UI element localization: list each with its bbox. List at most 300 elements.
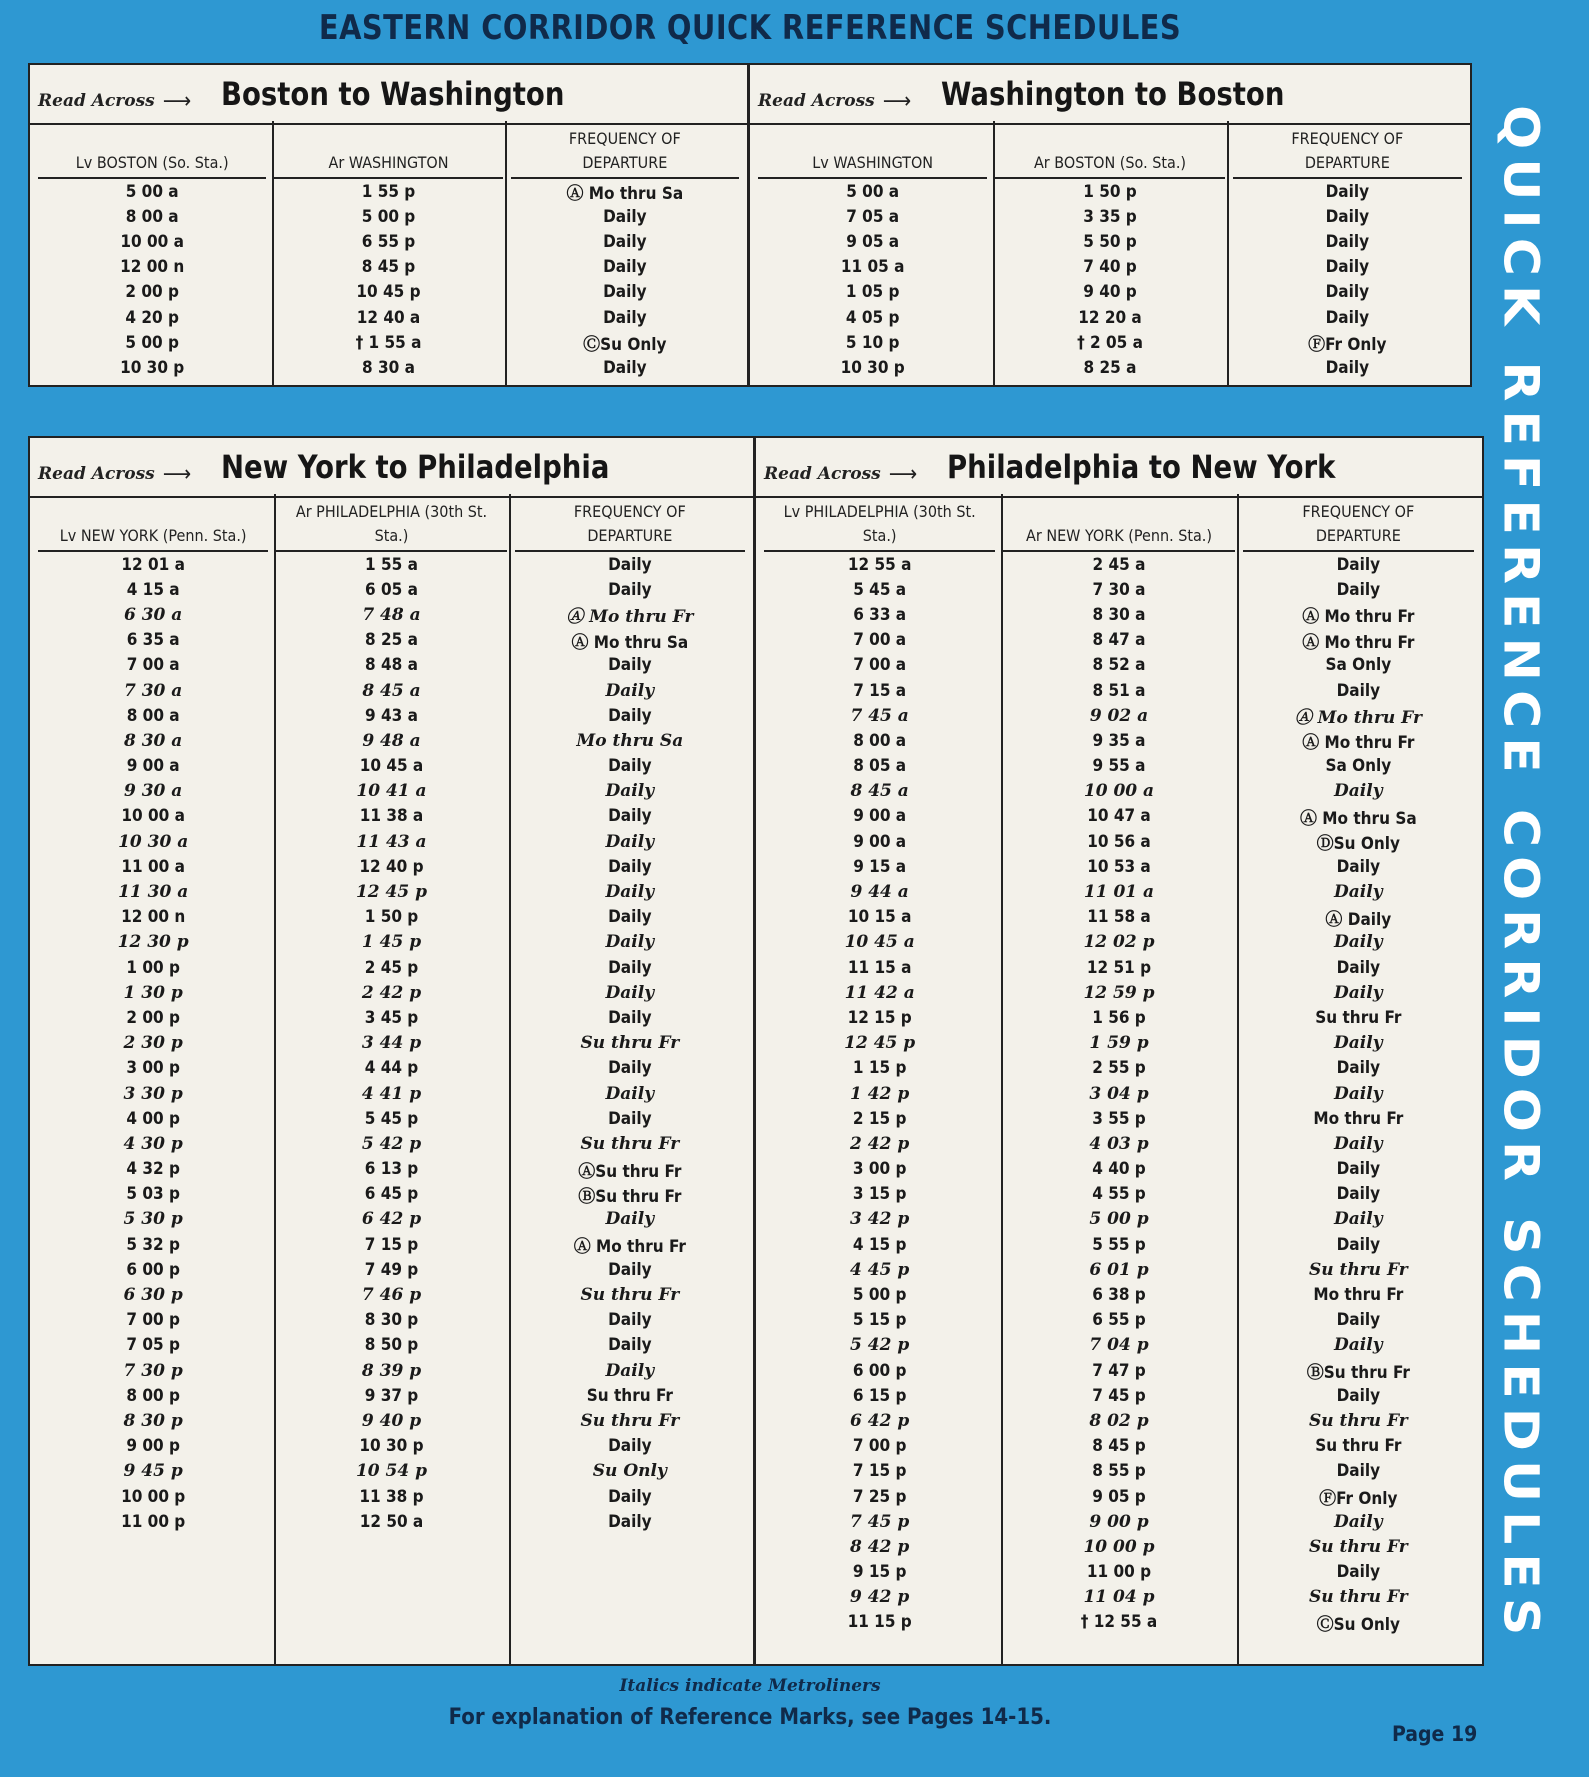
- arrival-time: 1 50 p: [364, 907, 419, 928]
- table-row: [754, 179, 1466, 204]
- arrival-time: 5 00 p: [361, 206, 416, 227]
- frequency: Daily: [605, 831, 655, 852]
- departure-time: 12 01 a: [121, 554, 185, 575]
- departure-time: 11 00 p: [121, 1511, 186, 1532]
- table-row: [34, 703, 749, 728]
- frequency: Daily: [1325, 307, 1370, 328]
- table-row: [34, 628, 749, 653]
- table-row: [760, 602, 1478, 627]
- table-row: [34, 804, 749, 829]
- departure-time: 10 45 a: [844, 932, 915, 953]
- frequency: Ⓐ Daily: [1325, 909, 1392, 930]
- departure-time: 9 44 a: [850, 882, 909, 903]
- frequency: Daily: [608, 806, 652, 827]
- departure-time: 4 05 p: [845, 307, 900, 328]
- departure-time: 7 00 a: [853, 630, 907, 651]
- arrival-time: 1 55 p: [361, 181, 416, 202]
- table-row: [760, 552, 1478, 577]
- frequency: Mo thru Sa: [576, 730, 684, 751]
- frequency: Daily: [1334, 1133, 1383, 1154]
- departure-time: 12 00 n: [121, 907, 186, 928]
- frequency: Su thru Fr: [1308, 1536, 1408, 1557]
- departure-time: 4 32 p: [126, 1159, 180, 1180]
- frequency: Daily: [608, 1259, 652, 1280]
- frequency: Daily: [603, 231, 647, 252]
- departure-time: 7 25 p: [852, 1486, 907, 1507]
- departure-time: 12 15 p: [847, 1007, 912, 1028]
- panel-boston-washington: [28, 63, 1472, 387]
- frequency: Daily: [1334, 1209, 1383, 1230]
- arrival-time: 7 49 p: [364, 1259, 419, 1280]
- column-header: Lv PHILADELPHIA (30th St. Sta.): [764, 498, 995, 552]
- departure-time: 6 33 a: [853, 604, 907, 625]
- schedule-boston-to-washington: [30, 65, 750, 385]
- arrival-time: 4 41 p: [361, 1083, 422, 1104]
- departure-time: 7 30 p: [123, 1360, 183, 1381]
- frequency: Daily: [608, 1511, 652, 1532]
- arrival-time: 12 50 a: [359, 1511, 424, 1532]
- departure-time: 6 30 a: [123, 604, 183, 625]
- table-row: [34, 255, 743, 280]
- frequency: Daily: [603, 307, 647, 328]
- departure-time: 11 42 a: [844, 982, 915, 1003]
- frequency: Daily: [1334, 882, 1383, 903]
- route-title: Boston to Washington: [221, 75, 565, 113]
- frequency: Su thru Fr: [1308, 1259, 1408, 1280]
- departure-time: 12 45 p: [844, 1033, 916, 1054]
- table-row: [34, 653, 749, 678]
- column-header: FREQUENCY OF DEPARTURE: [511, 125, 739, 179]
- frequency: Daily: [1334, 1033, 1383, 1054]
- table-row: [760, 1106, 1478, 1131]
- italics-note: Italics indicate Metroliners: [619, 1676, 881, 1696]
- departure-time: 5 32 p: [126, 1234, 180, 1255]
- table-row: [754, 355, 1466, 380]
- arrival-time: 9 05 p: [1092, 1486, 1146, 1507]
- frequency: Su thru Fr: [1308, 1587, 1408, 1608]
- arrival-time: 6 42 p: [361, 1209, 422, 1230]
- arrival-time: 11 43 a: [356, 831, 427, 852]
- table-row: [34, 1131, 749, 1156]
- schedule-washington-to-boston: [750, 65, 1470, 385]
- departure-time: 8 00 p: [126, 1385, 180, 1406]
- table-row: [34, 678, 749, 703]
- table-row: [760, 1408, 1478, 1433]
- frequency: Daily: [605, 1360, 655, 1381]
- frequency: ⒻFr Only: [1308, 335, 1387, 356]
- table-row: [754, 280, 1466, 305]
- frequency: Ⓐ Mo thru Fr: [1302, 607, 1415, 628]
- frequency: Daily: [605, 882, 655, 903]
- frequency: Daily: [603, 206, 647, 227]
- departure-time: 6 15 p: [852, 1385, 907, 1406]
- arrival-time: 8 52 a: [1092, 655, 1146, 676]
- arrival-time: 10 41 a: [356, 781, 427, 802]
- table-row: [760, 804, 1478, 829]
- table-row: [34, 829, 749, 854]
- frequency: Sa Only: [1325, 655, 1392, 676]
- table-row: [34, 754, 749, 779]
- departure-time: 9 45 p: [123, 1461, 183, 1482]
- frequency: Daily: [1334, 1083, 1383, 1104]
- table-row: [760, 955, 1478, 980]
- frequency: Daily: [1336, 856, 1381, 877]
- arrival-time: 7 30 a: [1092, 579, 1146, 600]
- frequency: Daily: [608, 1007, 652, 1028]
- arrival-time: 8 48 a: [365, 655, 418, 676]
- frequency: Daily: [608, 856, 652, 877]
- table-row: [760, 854, 1478, 879]
- frequency: Sa Only: [1325, 756, 1392, 777]
- frequency: Daily: [1336, 554, 1381, 575]
- departure-time: 5 45 a: [853, 579, 907, 600]
- table-row: [760, 703, 1478, 728]
- departure-time: 7 45 p: [850, 1511, 910, 1532]
- table-row: [760, 930, 1478, 955]
- departure-time: 10 30 a: [118, 831, 189, 852]
- table-row: [34, 955, 749, 980]
- departure-time: 8 42 p: [850, 1536, 910, 1557]
- departure-time: 7 30 a: [123, 680, 183, 701]
- column-header: Lv NEW YORK (Penn. Sta.): [38, 498, 268, 552]
- panel-newyork-philadelphia: [28, 436, 1484, 1666]
- arrival-time: 10 54 p: [355, 1461, 428, 1482]
- table-row: [760, 1383, 1478, 1408]
- arrival-time: 6 55 p: [361, 231, 416, 252]
- arrival-time: 3 55 p: [1092, 1108, 1146, 1129]
- departure-time: 9 15 p: [852, 1562, 907, 1583]
- frequency: Daily: [608, 1486, 652, 1507]
- table-row: [760, 577, 1478, 602]
- departure-time: 6 00 p: [852, 1360, 907, 1381]
- departure-time: 8 00 a: [853, 730, 907, 751]
- frequency: Daily: [1336, 1461, 1381, 1482]
- arrival-time: 6 01 p: [1089, 1259, 1149, 1280]
- arrival-time: 8 02 p: [1089, 1410, 1149, 1431]
- arrival-time: 8 47 a: [1092, 630, 1146, 651]
- table-row: [34, 179, 743, 204]
- table-row: [760, 1585, 1478, 1610]
- arrival-time: 7 48 a: [362, 604, 421, 625]
- arrival-time: 9 40 p: [361, 1410, 422, 1431]
- departure-time: 9 05 a: [846, 231, 900, 252]
- frequency: Su thru Fr: [580, 1285, 680, 1306]
- departure-time: 12 00 n: [120, 257, 185, 278]
- departure-time: 8 05 a: [853, 756, 907, 777]
- frequency: Ⓐ Mo thru Fr: [573, 1237, 686, 1258]
- departure-time: 6 00 p: [126, 1259, 180, 1280]
- frequency: Daily: [608, 1310, 652, 1331]
- route-header: [30, 65, 747, 125]
- frequency: Daily: [605, 982, 655, 1003]
- table-row: [760, 1031, 1478, 1056]
- frequency: Daily: [608, 756, 652, 777]
- arrival-time: † 1 55 a: [355, 332, 422, 353]
- arrival-time: 2 42 p: [361, 982, 422, 1003]
- column-header: Lv WASHINGTON: [758, 125, 987, 179]
- frequency: Daily: [608, 907, 652, 928]
- frequency: Daily: [1325, 206, 1370, 227]
- frequency: Daily: [608, 1058, 652, 1079]
- table-row: [34, 1459, 749, 1484]
- departure-time: 11 00 a: [121, 856, 185, 877]
- arrival-time: 5 55 p: [1092, 1234, 1146, 1255]
- arrival-time: 8 45 a: [362, 680, 421, 701]
- arrival-time: 6 05 a: [365, 579, 418, 600]
- table-row: [760, 1131, 1478, 1156]
- table-row: [760, 1005, 1478, 1030]
- table-row: [760, 1157, 1478, 1182]
- frequency: Daily: [608, 705, 652, 726]
- frequency: Daily: [1325, 357, 1370, 378]
- departure-time: 5 03 p: [126, 1184, 180, 1205]
- departure-time: 6 42 p: [850, 1410, 910, 1431]
- departure-time: 7 15 a: [853, 680, 907, 701]
- column-header: Ar NEW YORK (Penn. Sta.): [1003, 498, 1234, 552]
- departure-time: 12 30 p: [117, 932, 189, 953]
- table-row: [34, 1106, 749, 1131]
- departure-time: 7 00 p: [852, 1436, 907, 1457]
- table-row: [34, 204, 743, 229]
- side-title: QUICK REFERENCE CORRIDOR SCHEDULES: [1492, 105, 1548, 1645]
- departure-time: 3 30 p: [123, 1083, 183, 1104]
- frequency: ⒷSu thru Fr: [578, 1186, 682, 1207]
- departure-time: 3 00 p: [126, 1058, 180, 1079]
- column-divider: [505, 121, 507, 385]
- frequency: Daily: [608, 554, 652, 575]
- arrival-time: † 12 55 a: [1080, 1612, 1158, 1633]
- table-row: [760, 1207, 1478, 1232]
- departure-time: 5 42 p: [850, 1335, 910, 1356]
- arrow-right-icon: ⟶: [882, 88, 912, 114]
- arrival-time: 7 45 p: [1092, 1385, 1146, 1406]
- page-title: EASTERN CORRIDOR QUICK REFERENCE SCHEDULES: [318, 8, 1182, 48]
- arrival-time: 12 51 p: [1086, 957, 1152, 978]
- departure-time: 8 00 a: [126, 705, 180, 726]
- schedule-rows: [754, 179, 1466, 385]
- frequency: Daily: [1325, 257, 1370, 278]
- table-row: [34, 355, 743, 380]
- frequency: Su thru Fr: [1308, 1410, 1408, 1431]
- arrival-time: 4 44 p: [364, 1058, 419, 1079]
- departure-time: 9 00 a: [853, 831, 907, 852]
- arrival-time: 4 40 p: [1092, 1159, 1146, 1180]
- arrival-time: 8 39 p: [361, 1360, 422, 1381]
- departure-time: 6 35 a: [126, 630, 180, 651]
- table-row: [34, 930, 749, 955]
- reference-note: For explanation of Reference Marks, see Pages 14-15.: [448, 1705, 1052, 1730]
- table-row: [34, 1056, 749, 1081]
- table-row: [34, 1157, 749, 1182]
- column-header: Ar PHILADELPHIA (30th St. Sta.): [276, 498, 506, 552]
- table-row: [34, 229, 743, 254]
- table-row: [760, 1534, 1478, 1559]
- departure-time: 7 05 p: [126, 1335, 180, 1356]
- table-row: [760, 1282, 1478, 1307]
- arrival-time: 8 30 p: [364, 1310, 419, 1331]
- column-divider: [1237, 494, 1239, 1664]
- arrival-time: 12 40 a: [356, 307, 421, 328]
- arrival-time: 5 45 p: [364, 1108, 419, 1129]
- table-row: [34, 854, 749, 879]
- arrow-right-icon: ⟶: [162, 461, 192, 487]
- table-row: [34, 1182, 749, 1207]
- arrival-time: 9 37 p: [364, 1385, 419, 1406]
- arrival-time: 3 44 p: [361, 1033, 422, 1054]
- arrival-time: 11 00 p: [1086, 1562, 1152, 1583]
- departure-time: 9 30 a: [123, 781, 183, 802]
- arrival-time: 3 35 p: [1083, 206, 1137, 227]
- arrival-time: 11 04 p: [1083, 1587, 1155, 1608]
- arrival-time: 10 56 a: [1087, 831, 1151, 852]
- frequency: Daily: [1325, 181, 1370, 202]
- arrival-time: 6 55 p: [1092, 1310, 1146, 1331]
- column-headers: [760, 498, 1478, 552]
- departure-time: 11 15 a: [847, 957, 912, 978]
- column-divider: [1227, 121, 1229, 385]
- table-row: [34, 1282, 749, 1307]
- arrival-time: 4 03 p: [1089, 1133, 1149, 1154]
- arrival-time: 10 45 p: [356, 282, 421, 303]
- table-row: [34, 1434, 749, 1459]
- read-across-label: Read Across: [764, 464, 881, 484]
- column-divider: [993, 121, 995, 385]
- departure-time: 5 00 a: [125, 181, 179, 202]
- frequency: Daily: [1334, 1511, 1383, 1532]
- arrival-time: † 2 05 a: [1077, 332, 1143, 353]
- departure-time: 4 00 p: [126, 1108, 180, 1129]
- departure-time: 9 00 p: [126, 1436, 180, 1457]
- arrival-time: 3 04 p: [1089, 1083, 1149, 1104]
- table-row: [34, 1408, 749, 1433]
- table-row: [34, 1207, 749, 1232]
- table-row: [760, 1081, 1478, 1106]
- table-row: [34, 1031, 749, 1056]
- departure-time: 9 00 a: [853, 806, 907, 827]
- table-row: [760, 1434, 1478, 1459]
- table-row: [34, 1509, 749, 1534]
- departure-time: 1 30 p: [123, 982, 183, 1003]
- frequency: Daily: [603, 357, 647, 378]
- departure-time: 5 00 p: [125, 332, 179, 353]
- arrival-time: 10 45 a: [359, 756, 424, 777]
- frequency: Daily: [605, 1083, 655, 1104]
- table-row: [34, 1383, 749, 1408]
- arrival-time: 8 55 p: [1092, 1461, 1146, 1482]
- frequency: ⒸSu Only: [583, 335, 667, 356]
- departure-time: 4 15 p: [852, 1234, 907, 1255]
- frequency: Ⓐ Mo thru Fr: [1302, 733, 1415, 754]
- frequency: Daily: [608, 655, 652, 676]
- arrival-time: 2 45 a: [1092, 554, 1146, 575]
- arrival-time: 1 45 p: [361, 932, 422, 953]
- table-row: [760, 653, 1478, 678]
- arrival-time: 11 01 a: [1083, 882, 1155, 903]
- departure-time: 11 15 p: [847, 1612, 912, 1633]
- arrival-time: 1 59 p: [1089, 1033, 1149, 1054]
- column-headers: [754, 125, 1466, 179]
- frequency: Daily: [1336, 1234, 1381, 1255]
- frequency: Daily: [1336, 1184, 1381, 1205]
- departure-time: 1 15 p: [852, 1058, 907, 1079]
- table-row: [34, 1333, 749, 1358]
- departure-time: 3 00 p: [852, 1159, 907, 1180]
- departure-time: 12 55 a: [847, 554, 912, 575]
- departure-time: 9 15 a: [853, 856, 907, 877]
- column-headers: [34, 125, 743, 179]
- column-divider: [509, 494, 511, 1664]
- departure-time: 7 00 a: [126, 655, 180, 676]
- frequency: Daily: [1336, 1310, 1381, 1331]
- table-row: [34, 330, 743, 355]
- frequency: Daily: [608, 957, 652, 978]
- frequency: Su Only: [592, 1461, 667, 1482]
- table-row: [760, 1182, 1478, 1207]
- departure-time: 9 42 p: [850, 1587, 910, 1608]
- table-row: [760, 728, 1478, 753]
- departure-time: 1 00 p: [126, 957, 180, 978]
- frequency: Mo thru Fr: [1313, 1285, 1404, 1306]
- arrival-time: 5 50 p: [1083, 231, 1137, 252]
- arrival-time: 12 45 p: [355, 882, 428, 903]
- column-divider: [272, 121, 274, 385]
- frequency: Ⓐ Mo thru Sa: [571, 632, 689, 653]
- arrival-time: 7 40 p: [1083, 257, 1137, 278]
- table-row: [760, 628, 1478, 653]
- frequency: Daily: [603, 257, 647, 278]
- frequency: ⒻFr Only: [1319, 1489, 1398, 1510]
- departure-time: 1 05 p: [845, 282, 900, 303]
- table-row: [760, 1257, 1478, 1282]
- frequency: Daily: [605, 932, 655, 953]
- departure-time: 10 30 p: [120, 357, 185, 378]
- arrival-time: 1 50 p: [1083, 181, 1137, 202]
- departure-time: 4 15 a: [126, 579, 180, 600]
- departure-time: 2 00 p: [126, 1007, 180, 1028]
- column-header: Ar BOSTON (So. Sta.): [995, 125, 1224, 179]
- route-title: Washington to Boston: [941, 75, 1285, 113]
- departure-time: 9 00 a: [126, 756, 180, 777]
- departure-time: 8 30 p: [123, 1410, 183, 1431]
- frequency: Daily: [1325, 231, 1370, 252]
- arrival-time: 7 47 p: [1092, 1360, 1146, 1381]
- departure-time: 10 00 a: [120, 231, 184, 252]
- departure-time: 7 00 p: [126, 1310, 180, 1331]
- frequency: Daily: [1336, 1159, 1381, 1180]
- departure-time: 11 05 a: [840, 257, 905, 278]
- frequency: Daily: [1336, 1385, 1381, 1406]
- read-across-label: Read Across: [38, 91, 155, 111]
- table-row: [34, 728, 749, 753]
- arrival-time: 4 55 p: [1092, 1184, 1146, 1205]
- arrival-time: 10 30 p: [359, 1436, 424, 1457]
- arrival-time: 6 45 p: [364, 1184, 419, 1205]
- frequency: Daily: [1336, 579, 1381, 600]
- table-row: [754, 305, 1466, 330]
- departure-time: 4 30 p: [123, 1133, 183, 1154]
- schedule-philadelphia-to-new-york: [756, 438, 1482, 1664]
- route-title: Philadelphia to New York: [947, 448, 1336, 486]
- table-row: [34, 905, 749, 930]
- frequency: Su thru Fr: [580, 1133, 680, 1154]
- frequency: Daily: [1334, 1335, 1383, 1356]
- departure-time: 4 45 p: [850, 1259, 910, 1280]
- route-header: [30, 438, 753, 498]
- frequency: Ⓐ Mo thru Fr: [1294, 708, 1422, 729]
- column-divider: [1001, 494, 1003, 1664]
- arrival-time: 7 04 p: [1089, 1335, 1149, 1356]
- frequency: Ⓐ Mo thru Sa: [1299, 808, 1417, 829]
